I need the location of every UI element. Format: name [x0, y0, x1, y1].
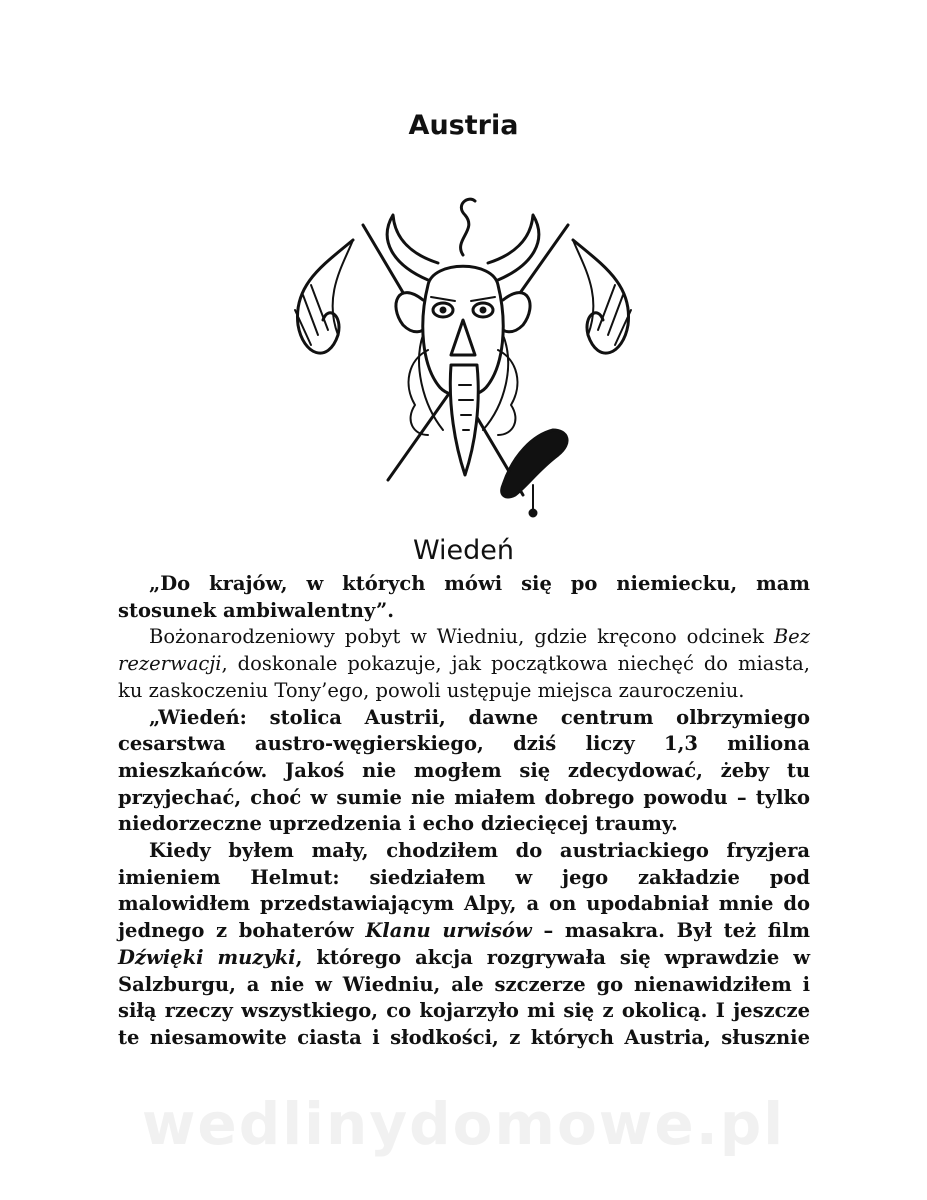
watermark: wedlinydomowe.pl — [141, 1090, 786, 1158]
text-run: , którego akcja rozgrywała się wprawdzie w Salzburgu, a nie w Wiedniu, ale szczerze go nienawidziłem i siłą rzeczy wszystkiego, co kojarzyło mi się z okolicą. I jeszcze te niesamowite ciasta i słodkości, z których Austria, słusznie — [118, 945, 810, 1049]
film-title-italic: Dźwięki muzyki — [118, 945, 296, 969]
paragraph-2 — [118, 624, 810, 704]
quote-paragraph-3: „Wiedeń: stolica Austrii, dawne centrum olbrzymiego cesarstwa austro-węgierskiego, dziś liczy 1,3 miliona mieszkańców. Jakoś nie mogłem się zdecydować, żeby tu przyjechać, choć w sumie nie miałem dobrego powodu – tylko niedorzeczne uprzedzenia i echo dziecięcej traumy. — [118, 705, 810, 836]
chapter-title: Austria — [408, 110, 519, 141]
text-run: , doskonale pokazuje, jak początkowa niechęć do miasta, ku zaskoczeniu Tony’ego, powoli ustępuje miejsca zauroczeniu. — [118, 652, 810, 702]
section-title: Wiedeń — [412, 535, 515, 566]
text-run: Kiedy byłem mały, chodziłem do austriackiego fryzjera imieniem Helmut: siedziałem w jego zakładzie pod malowidłem przedstawiającym Alpy, a on upodabniał mnie do jednego z bohaterów — [118, 839, 810, 943]
film-title-italic: Klanu urwisów — [365, 919, 532, 943]
body-text — [118, 571, 810, 1052]
krampus-mask-illustration — [283, 185, 643, 525]
krampus-drawing — [283, 185, 643, 525]
text-run: – masakra. Był też film — [531, 919, 810, 943]
text-run: Bożonarodzeniowy pobyt w Wiedniu, gdzie kręcono odcinek — [149, 625, 774, 649]
show-title-italic: Bez rezerwacji — [118, 625, 810, 676]
quote-paragraph-1: „Do krajów, w których mówi się po niemiecku, mam stosunek ambiwalentny”. — [118, 572, 810, 622]
paragraph-4 — [118, 838, 810, 1052]
